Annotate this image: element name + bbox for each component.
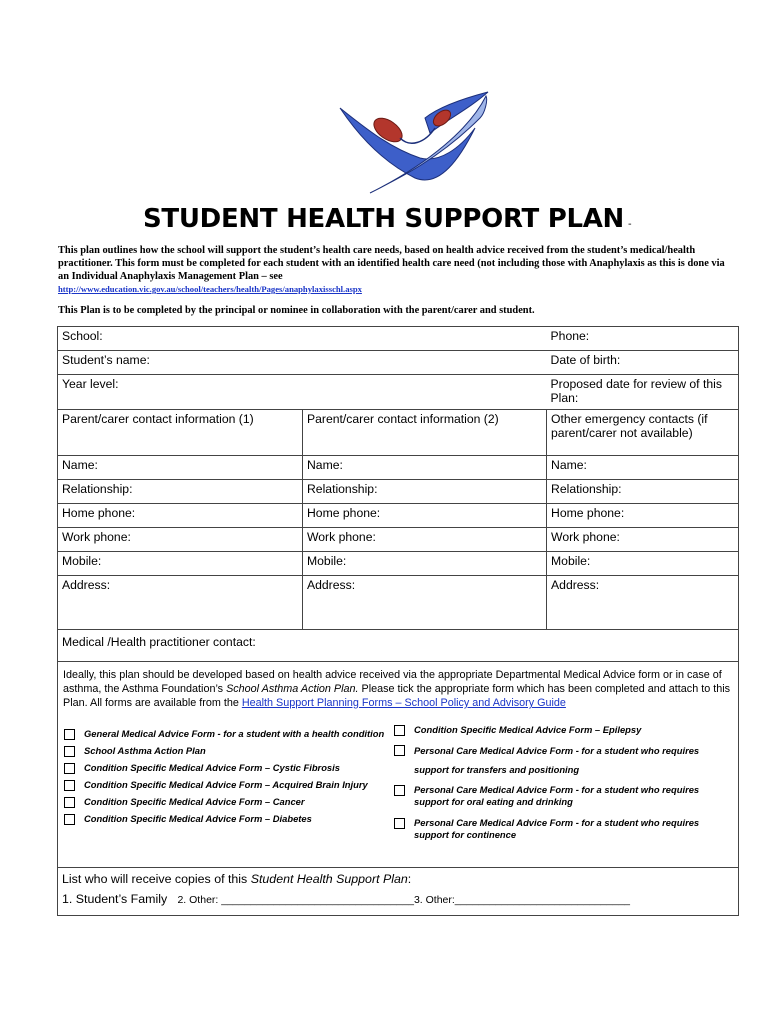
education-logo [330,88,490,198]
checkbox[interactable] [64,746,75,757]
contact-header-1: Parent/carer contact information (1) [58,410,303,456]
contact1-address[interactable]: Address: [58,576,303,630]
contact2-address[interactable]: Address: [303,576,547,630]
form-checkbox-item[interactable]: Personal Care Medical Advice Form - for a student who requires support for transfers and positioning [393,741,733,779]
school-field[interactable]: School: [58,327,547,351]
checkbox[interactable] [394,745,405,756]
contact1-mobile[interactable]: Mobile: [58,552,303,576]
contact1-name[interactable]: Name: [58,456,303,480]
checkbox[interactable] [394,785,405,796]
form-checkbox-item[interactable]: Condition Specific Medical Advice Form – Diabetes [63,813,393,825]
checkbox[interactable] [64,763,75,774]
dob-field[interactable]: Date of birth: [547,351,739,375]
contact2-work-phone[interactable]: Work phone: [303,528,547,552]
form-checkbox-item[interactable]: Personal Care Medical Advice Form - for a student who requires support for continence [393,817,733,841]
form-checkbox-item[interactable]: Condition Specific Medical Advice Form – Acquired Brain Injury [63,779,393,791]
contact1-relationship[interactable]: Relationship: [58,480,303,504]
forms-left-column [63,728,393,846]
health-plan-table [57,326,739,916]
form-checkbox-item[interactable]: General Medical Advice Form - for a student with a health condition [63,728,393,740]
contact-header-2: Parent/carer contact information (2) [303,410,547,456]
form-checkbox-item[interactable]: Condition Specific Medical Advice Form – Cancer [63,796,393,808]
contact3-mobile[interactable]: Mobile: [547,552,739,576]
page-title: STUDENT HEALTH SUPPORT PLAN - [143,204,632,234]
student-name-field[interactable]: Student’s name: [58,351,547,375]
forms-intro-text: Ideally, this plan should be developed based on health advice received via the appropriate Departmental Medical Advice form or in case of asthma, the Asthma Foundation’s School Asthma Action Plan. Please tick the appropriate form which has been completed and attach to this Plan. All forms are available from the Health Support Planning Forms – School Policy and Advisory Guide [63,669,731,709]
form-checkbox-item[interactable]: Condition Specific Medical Advice Form – Cystic Fibrosis [63,762,393,774]
checkbox[interactable] [64,729,75,740]
logo-lower-wing [340,108,475,180]
copies-heading: List who will receive copies of this Student Health Support Plan: [62,872,412,886]
intro-paragraph: This plan outlines how the school will support the student’s health care needs, based on health advice received from the student’s medical/health practitioner. This form must be completed for each student with an identified health care need (not including those with Anaphylaxis as this is done via an Individual Anaphylaxis Management Plan – see http://www.education.vic.gov.au/school/teachers/health/Pages/anaphylaxisschl.aspx [58,244,738,295]
year-level-field[interactable]: Year level: [58,375,547,410]
checkbox[interactable] [394,725,405,736]
checkbox[interactable] [394,818,405,829]
contact3-name[interactable]: Name: [547,456,739,480]
form-checkbox-item[interactable]: School Asthma Action Plan [63,745,393,757]
contact1-work-phone[interactable]: Work phone: [58,528,303,552]
form-checkbox-item[interactable]: Personal Care Medical Advice Form - for a student who requires support for oral eating and drinking [393,784,733,808]
review-date-field[interactable]: Proposed date for review of this Plan: [547,375,739,410]
phone-field[interactable]: Phone: [547,327,739,351]
completed-by-note: This Plan is to be completed by the principal or nominee in collaboration with the parent/carer and student. [58,305,535,316]
contact3-home-phone[interactable]: Home phone: [547,504,739,528]
checkbox[interactable] [64,780,75,791]
medical-forms-section [58,662,739,868]
contact3-address[interactable]: Address: [547,576,739,630]
copies-section [58,868,739,916]
contact-header-3: Other emergency contacts (if parent/carer not available) [547,410,739,456]
contact2-name[interactable]: Name: [303,456,547,480]
contact2-mobile[interactable]: Mobile: [303,552,547,576]
contact2-home-phone[interactable]: Home phone: [303,504,547,528]
form-checkbox-item[interactable]: Condition Specific Medical Advice Form – Epilepsy [393,724,733,736]
contact2-relationship[interactable]: Relationship: [303,480,547,504]
contact1-home-phone[interactable]: Home phone: [58,504,303,528]
health-support-forms-link[interactable]: Health Support Planning Forms – School Policy and Advisory Guide [241,697,566,709]
forms-right-column [393,724,733,846]
practitioner-contact-field[interactable]: Medical /Health practitioner contact: [58,630,739,662]
checkbox[interactable] [64,797,75,808]
anaphylaxis-link[interactable]: http://www.education.vic.gov.au/school/teachers/health/Pages/anaphylaxisschl.aspx [58,284,362,294]
contact3-work-phone[interactable]: Work phone: [547,528,739,552]
copies-list[interactable]: 1. Student’s Family 2. Other: _________________________________3. Other:______________________________ [62,892,630,906]
checkbox[interactable] [64,814,75,825]
contact3-relationship[interactable]: Relationship: [547,480,739,504]
